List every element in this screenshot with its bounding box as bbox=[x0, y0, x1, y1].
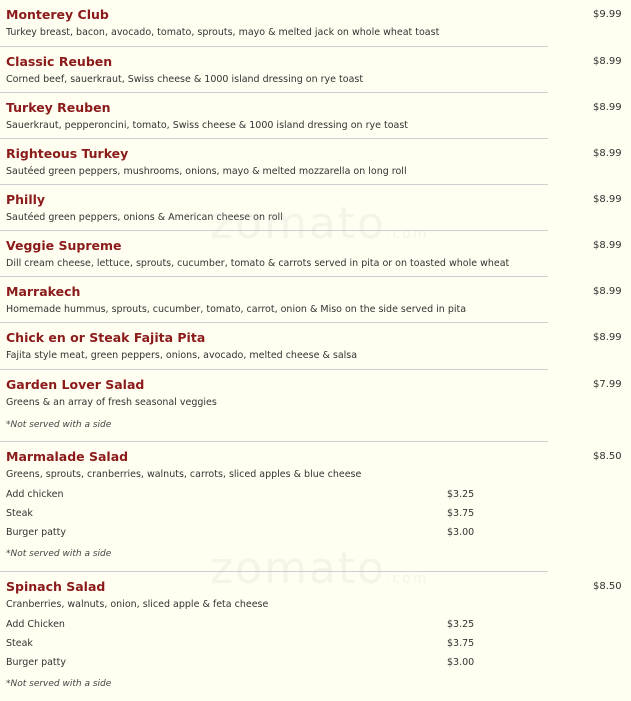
addon-label: Add chicken bbox=[6, 489, 64, 500]
item-price: $8.99 bbox=[593, 102, 622, 113]
item-name: Chick en or Steak Fajita Pita bbox=[6, 330, 206, 345]
item-description: Homemade hummus, sprouts, cucumber, tomato, carrot, onion & Miso on the side served in pita bbox=[6, 304, 467, 315]
item-description: Cranberries, walnuts, onion, sliced apple & feta cheese bbox=[6, 599, 269, 610]
item-description: Turkey breast, bacon, avocado, tomato, sprouts, mayo & melted jack on whole wheat toast bbox=[6, 27, 440, 38]
item-name: Spinach Salad bbox=[6, 579, 106, 594]
watermark-logo: zomato.com bbox=[210, 543, 429, 594]
item-name: Monterey Club bbox=[6, 7, 109, 22]
menu-item bbox=[0, 138, 622, 185]
addon-price: $3.25 bbox=[447, 489, 475, 500]
item-name: Veggie Supreme bbox=[6, 238, 122, 253]
item-note: *Not served with a side bbox=[6, 420, 112, 430]
menu-item bbox=[0, 322, 622, 369]
item-description: Greens, sprouts, cranberries, walnuts, carrots, sliced apples & blue cheese bbox=[6, 469, 362, 480]
item-price: $8.99 bbox=[593, 148, 622, 159]
item-name: Classic Reuben bbox=[6, 54, 113, 69]
item-price: $7.99 bbox=[593, 379, 622, 390]
item-description: Sautéed green peppers, mushrooms, onions, mayo & melted mozzarella on long roll bbox=[6, 166, 407, 177]
addon-label: Burger patty bbox=[6, 657, 67, 668]
item-name: Marrakech bbox=[6, 284, 81, 299]
addon-price: $3.75 bbox=[447, 638, 475, 649]
menu-item bbox=[0, 369, 622, 442]
item-price: $8.99 bbox=[593, 56, 622, 67]
addon-price: $3.00 bbox=[447, 657, 475, 668]
item-price: $8.99 bbox=[593, 194, 622, 205]
item-description: Sautéed green peppers, onions & American cheese on roll bbox=[6, 212, 283, 223]
addon-price: $3.25 bbox=[447, 619, 475, 630]
item-price: $8.50 bbox=[593, 451, 622, 462]
menu-item bbox=[0, 46, 622, 93]
addon-price: $3.75 bbox=[447, 508, 475, 519]
menu-item bbox=[0, 276, 622, 323]
item-description: Corned beef, sauerkraut, Swiss cheese & 1000 island dressing on rye toast bbox=[6, 74, 364, 85]
menu-item bbox=[0, 0, 622, 46]
item-description: Sauerkraut, pepperoncini, tomato, Swiss cheese & 1000 island dressing on rye toast bbox=[6, 120, 409, 131]
watermark-logo: zomato.com bbox=[210, 198, 429, 249]
item-price: $8.50 bbox=[593, 581, 622, 592]
item-description: Dill cream cheese, lettuce, sprouts, cucumber, tomato & carrots served in pita or on toasted whole wheat bbox=[6, 258, 510, 269]
addon-label: Burger patty bbox=[6, 527, 67, 538]
item-name: Garden Lover Salad bbox=[6, 377, 145, 392]
item-price: $9.99 bbox=[593, 9, 622, 20]
item-price: $8.99 bbox=[593, 240, 622, 251]
item-description: Greens & an array of fresh seasonal veggies bbox=[6, 397, 217, 408]
item-note: *Not served with a side bbox=[6, 679, 112, 689]
item-description: Fajita style meat, green peppers, onions, avocado, melted cheese & salsa bbox=[6, 350, 358, 361]
item-price: $8.99 bbox=[593, 286, 622, 297]
addon-price: $3.00 bbox=[447, 527, 475, 538]
addon-label: Steak bbox=[6, 638, 33, 649]
addon-label: Steak bbox=[6, 508, 33, 519]
item-note: *Not served with a side bbox=[6, 549, 112, 559]
item-name: Righteous Turkey bbox=[6, 146, 129, 161]
addon-label: Add Chicken bbox=[6, 619, 65, 630]
item-price: $8.99 bbox=[593, 332, 622, 343]
item-name: Turkey Reuben bbox=[6, 100, 111, 115]
item-name: Philly bbox=[6, 192, 46, 207]
menu-item bbox=[0, 92, 622, 139]
item-name: Marmalade Salad bbox=[6, 449, 129, 464]
